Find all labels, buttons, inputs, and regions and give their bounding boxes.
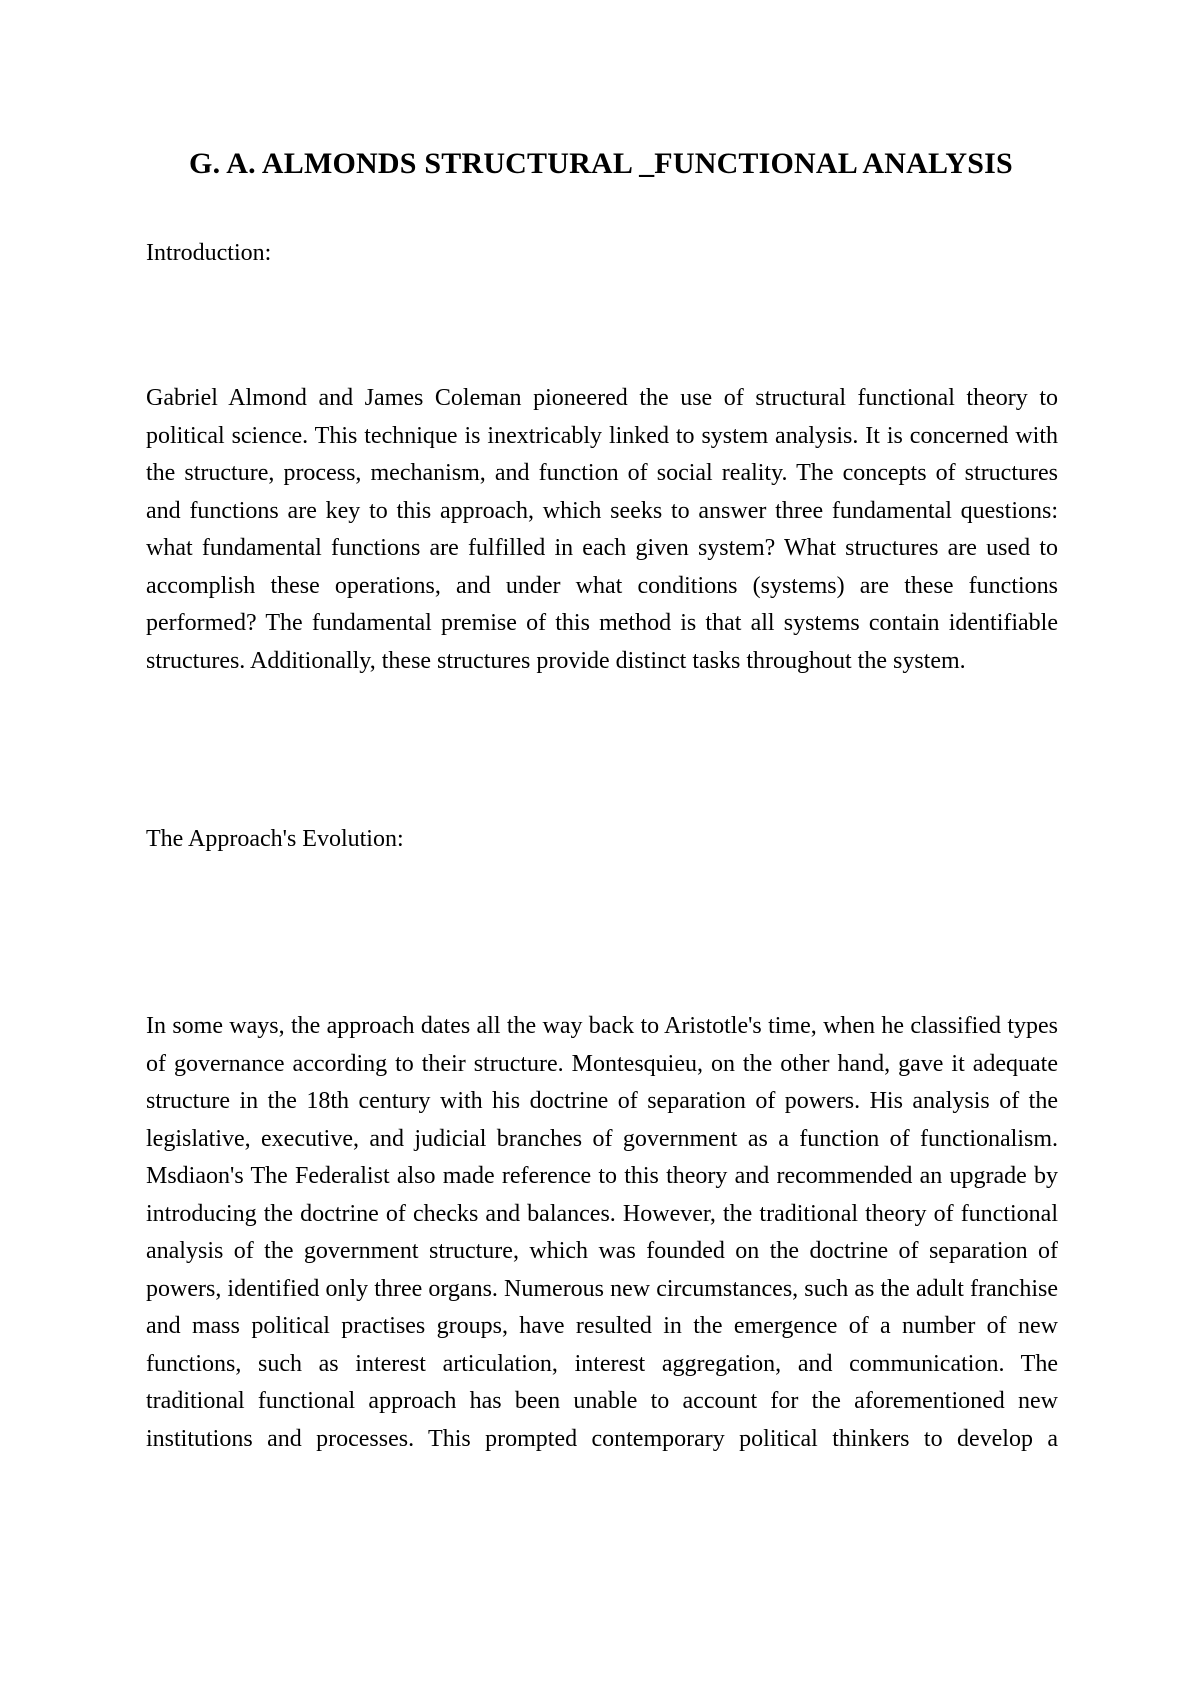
section-heading-approach-evolution: The Approach's Evolution:: [146, 826, 404, 852]
document-title: G. A. ALMONDS STRUCTURAL _FUNCTIONAL ANALYSIS: [189, 147, 1013, 180]
evolution-paragraph: In some ways, the approach dates all the way back to Aristotle's time, when he classified types of governance according to their structure. Montesquieu, on the other hand, gave it adequate structure in the 18th century with his doctrine of separation of powers. His analysis of the legislative, executive, and judicial branches of government as a function of functionalism. Msdiaon's The Federalist also made reference to this theory and recommended an upgrade by introducing the doctrine of checks and balances. However, the traditional theory of functional analysis of the government structure, which was founded on the doctrine of separation of powers, identified only three organs. Numerous new circumstances, such as the adult franchise and mass political practises groups, have resulted in the emergence of a number of new functions, such as interest articulation, interest aggregation, and communication. The traditional functional approach has been unable to account for the aforementioned new institutions and processes. This prompted contemporary political thinkers to develop a: [146, 1013, 1058, 1452]
section-heading-introduction: Introduction:: [146, 240, 272, 266]
introduction-paragraph: Gabriel Almond and James Coleman pioneered the use of structural functional theory to political science. This technique is inextricably linked to system analysis. It is concerned with the structure, process, mechanism, and function of social reality. The concepts of structures and functions are key to this approach, which seeks to answer three fundamental questions: what fundamental functions are fulfilled in each given system? What structures are used to accomplish these operations, and under what conditions (systems) are these functions performed? The fundamental premise of this method is that all systems contain identifiable structures. Additionally, these structures provide distinct tasks throughout the system.: [146, 385, 1058, 674]
